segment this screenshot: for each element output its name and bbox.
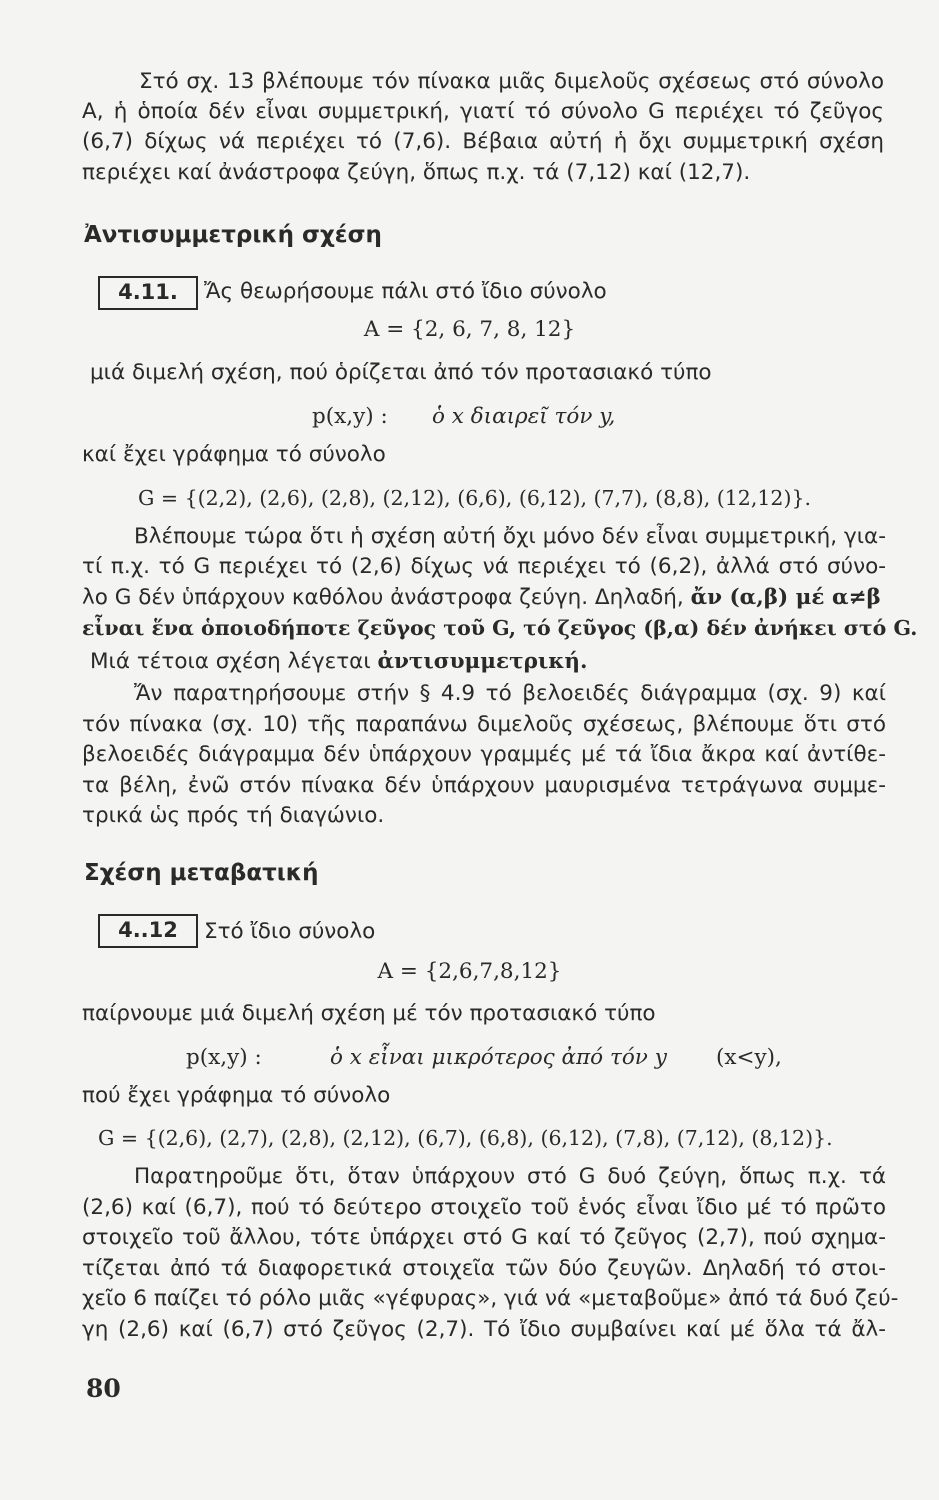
section2-p1-line-6: γη (2,6) καί (6,7) στό ζεῦγος (2,7). Τό ἴδιο συμβαίνει καί μέ ὅλα τά ἄλ- — [82, 1317, 886, 1342]
section1-p1-line-4: εἶναι ἕνα ὁποιοδήποτε ζεῦγος τοῦ G, τό ζεῦγος (β,α) δέν ἀνήκει στό G. — [82, 616, 918, 640]
intro-line-1: Στό σχ. 13 βλέπουμε τόν πίνακα μιᾶς διμελοῦς σχέσεως στό σύνολο — [139, 69, 884, 94]
section2-formula-lhs: p(x,y) : — [186, 1045, 262, 1070]
section1-p2-line-4: τα βέλη, ἐνῶ στόν πίνακα δέν ὑπάρχουν μαυρισμένα τετράγωνα συμμε- — [82, 773, 886, 798]
section2-graph-line: πού ἔχει γράφημα τό σύνολο — [82, 1083, 391, 1108]
section2-set-a: A = {2,6,7,8,12} — [377, 959, 562, 984]
page-number: 80 — [86, 1374, 121, 1403]
paragraph-number-4-11: 4.11. — [98, 276, 198, 310]
section2-p1-line-1: Παρατηροῦμε ὅτι, ὅταν ὑπάρχουν στό G δυό ζεύγη, ὅπως π.χ. τά — [134, 1164, 886, 1189]
section2-p1-line-4: τίζεται ἀπό τά διαφορετικά στοιχεῖα τῶν δύο ζευγῶν. Δηλαδή τό στοι- — [82, 1256, 886, 1281]
section1-formula-lhs: p(x,y) : — [312, 404, 388, 429]
section1-p1-line-3 — [82, 584, 881, 612]
section1-p1-line-5-normal: Μιά τέτοια σχέση λέγεται — [90, 649, 378, 674]
intro-line-3: (6,7) δίχως νά περιέχει τό (7,6). Βέβαια αὐτή ἡ ὄχι συμμετρική σχέση — [82, 129, 884, 154]
section1-p1-line-2: τί π.χ. τό G περιέχει τό (2,6) δίχως νά περιέχει τό (6,2), ἀλλά στό σύνο- — [82, 554, 886, 579]
section1-p1-line-5-bold: ἀντισυμμετρική. — [377, 649, 588, 674]
section-heading-transitive: Σχέση μεταβατική — [84, 860, 319, 886]
section1-set-g: G = {(2,2), (2,6), (2,8), (2,12), (6,6), (6,12), (7,7), (8,8), (12,12)}. — [138, 486, 811, 510]
section1-p2-line-2: τόν πίνακα (σχ. 10) τῆς παραπάνω διμελοῦς σχέσεως, βλέπουμε ὅτι στό — [82, 712, 886, 737]
section1-formula-rhs: ὁ x διαιρεῖ τόν y, — [432, 404, 616, 429]
section1-p2-line-5: τρικά ὡς πρός τή διαγώνιο. — [82, 803, 385, 828]
section2-lead: Στό ἴδιο σύνολο — [204, 919, 376, 944]
section-heading-antisymmetric: Ἀντισυμμετρική σχέση — [84, 222, 382, 248]
section1-set-a: A = {2, 6, 7, 8, 12} — [363, 317, 576, 342]
section1-lead: Ἄς θεωρήσουμε πάλι στό ἴδιο σύνολο — [204, 279, 607, 304]
section2-formula-rhs: ὁ x εἶναι μικρότερος ἀπό τόν y — [330, 1045, 667, 1070]
section1-p1-line-3-bold: ἄν (α,β) μέ α≠β — [690, 585, 881, 610]
intro-line-2: A, ἡ ὁποία δέν εἶναι συμμετρική, γιατί τό σύνολο G περιέχει τό ζεῦγος — [82, 99, 884, 124]
section1-p1-line-3-normal: λο G δέν ὑπάρχουν καθόλου ἀνάστροφα ζεύγη. Δηλαδή, — [82, 585, 691, 610]
section1-p2-line-3: βελοειδές διάγραμμα δέν ὑπάρχουν γραμμές μέ τά ἴδια ἄκρα καί ἀντίθε- — [82, 742, 886, 767]
intro-line-4: περιέχει καί ἀνάστροφα ζεύγη, ὅπως π.χ. τά (7,12) καί (12,7). — [82, 160, 751, 185]
section2-p1-line-3: στοιχεῖο τοῦ ἄλλου, τότε ὑπάρχει στό G καί τό ζεῦγος (2,7), πού σχημα- — [82, 1225, 886, 1250]
section2-formula-note: (x<y), — [716, 1045, 782, 1070]
section2-p1-line-2: (2,6) καί (6,7), πού τό δεύτερο στοιχεῖο τοῦ ἑνός εἶναι ἴδιο μέ τό πρῶτο — [82, 1195, 886, 1220]
section1-p2-line-1: Ἄν παρατηρήσουμε στήν § 4.9 τό βελοειδές διάγραμμα (σχ. 9) καί — [134, 681, 886, 706]
section2-set-g: G = {(2,6), (2,7), (2,8), (2,12), (6,7), (6,8), (6,12), (7,8), (7,12), (8,12)}. — [98, 1126, 833, 1150]
paragraph-number-4-12: 4..12 — [98, 914, 198, 948]
section2-relation-line: παίρνουμε μιά διμελή σχέση μέ τόν προτασιακό τύπο — [82, 1001, 656, 1026]
section1-p1-line-1: Βλέπουμε τώρα ὅτι ἡ σχέση αὐτή ὄχι μόνο δέν εἶναι συμμετρική, για- — [134, 524, 886, 549]
section1-p1-line-5 — [90, 648, 588, 676]
section1-relation-line: μιά διμελή σχέση, πού ὁρίζεται ἀπό τόν προτασιακό τύπο — [90, 360, 712, 385]
section1-graph-line: καί ἔχει γράφημα τό σύνολο — [82, 442, 386, 467]
section2-p1-line-5: χεῖο 6 παίζει τό ρόλο μιᾶς «γέφυρας», γιά νά «μεταβοῦμε» ἀπό τά δυό ζεύ- — [82, 1286, 899, 1311]
